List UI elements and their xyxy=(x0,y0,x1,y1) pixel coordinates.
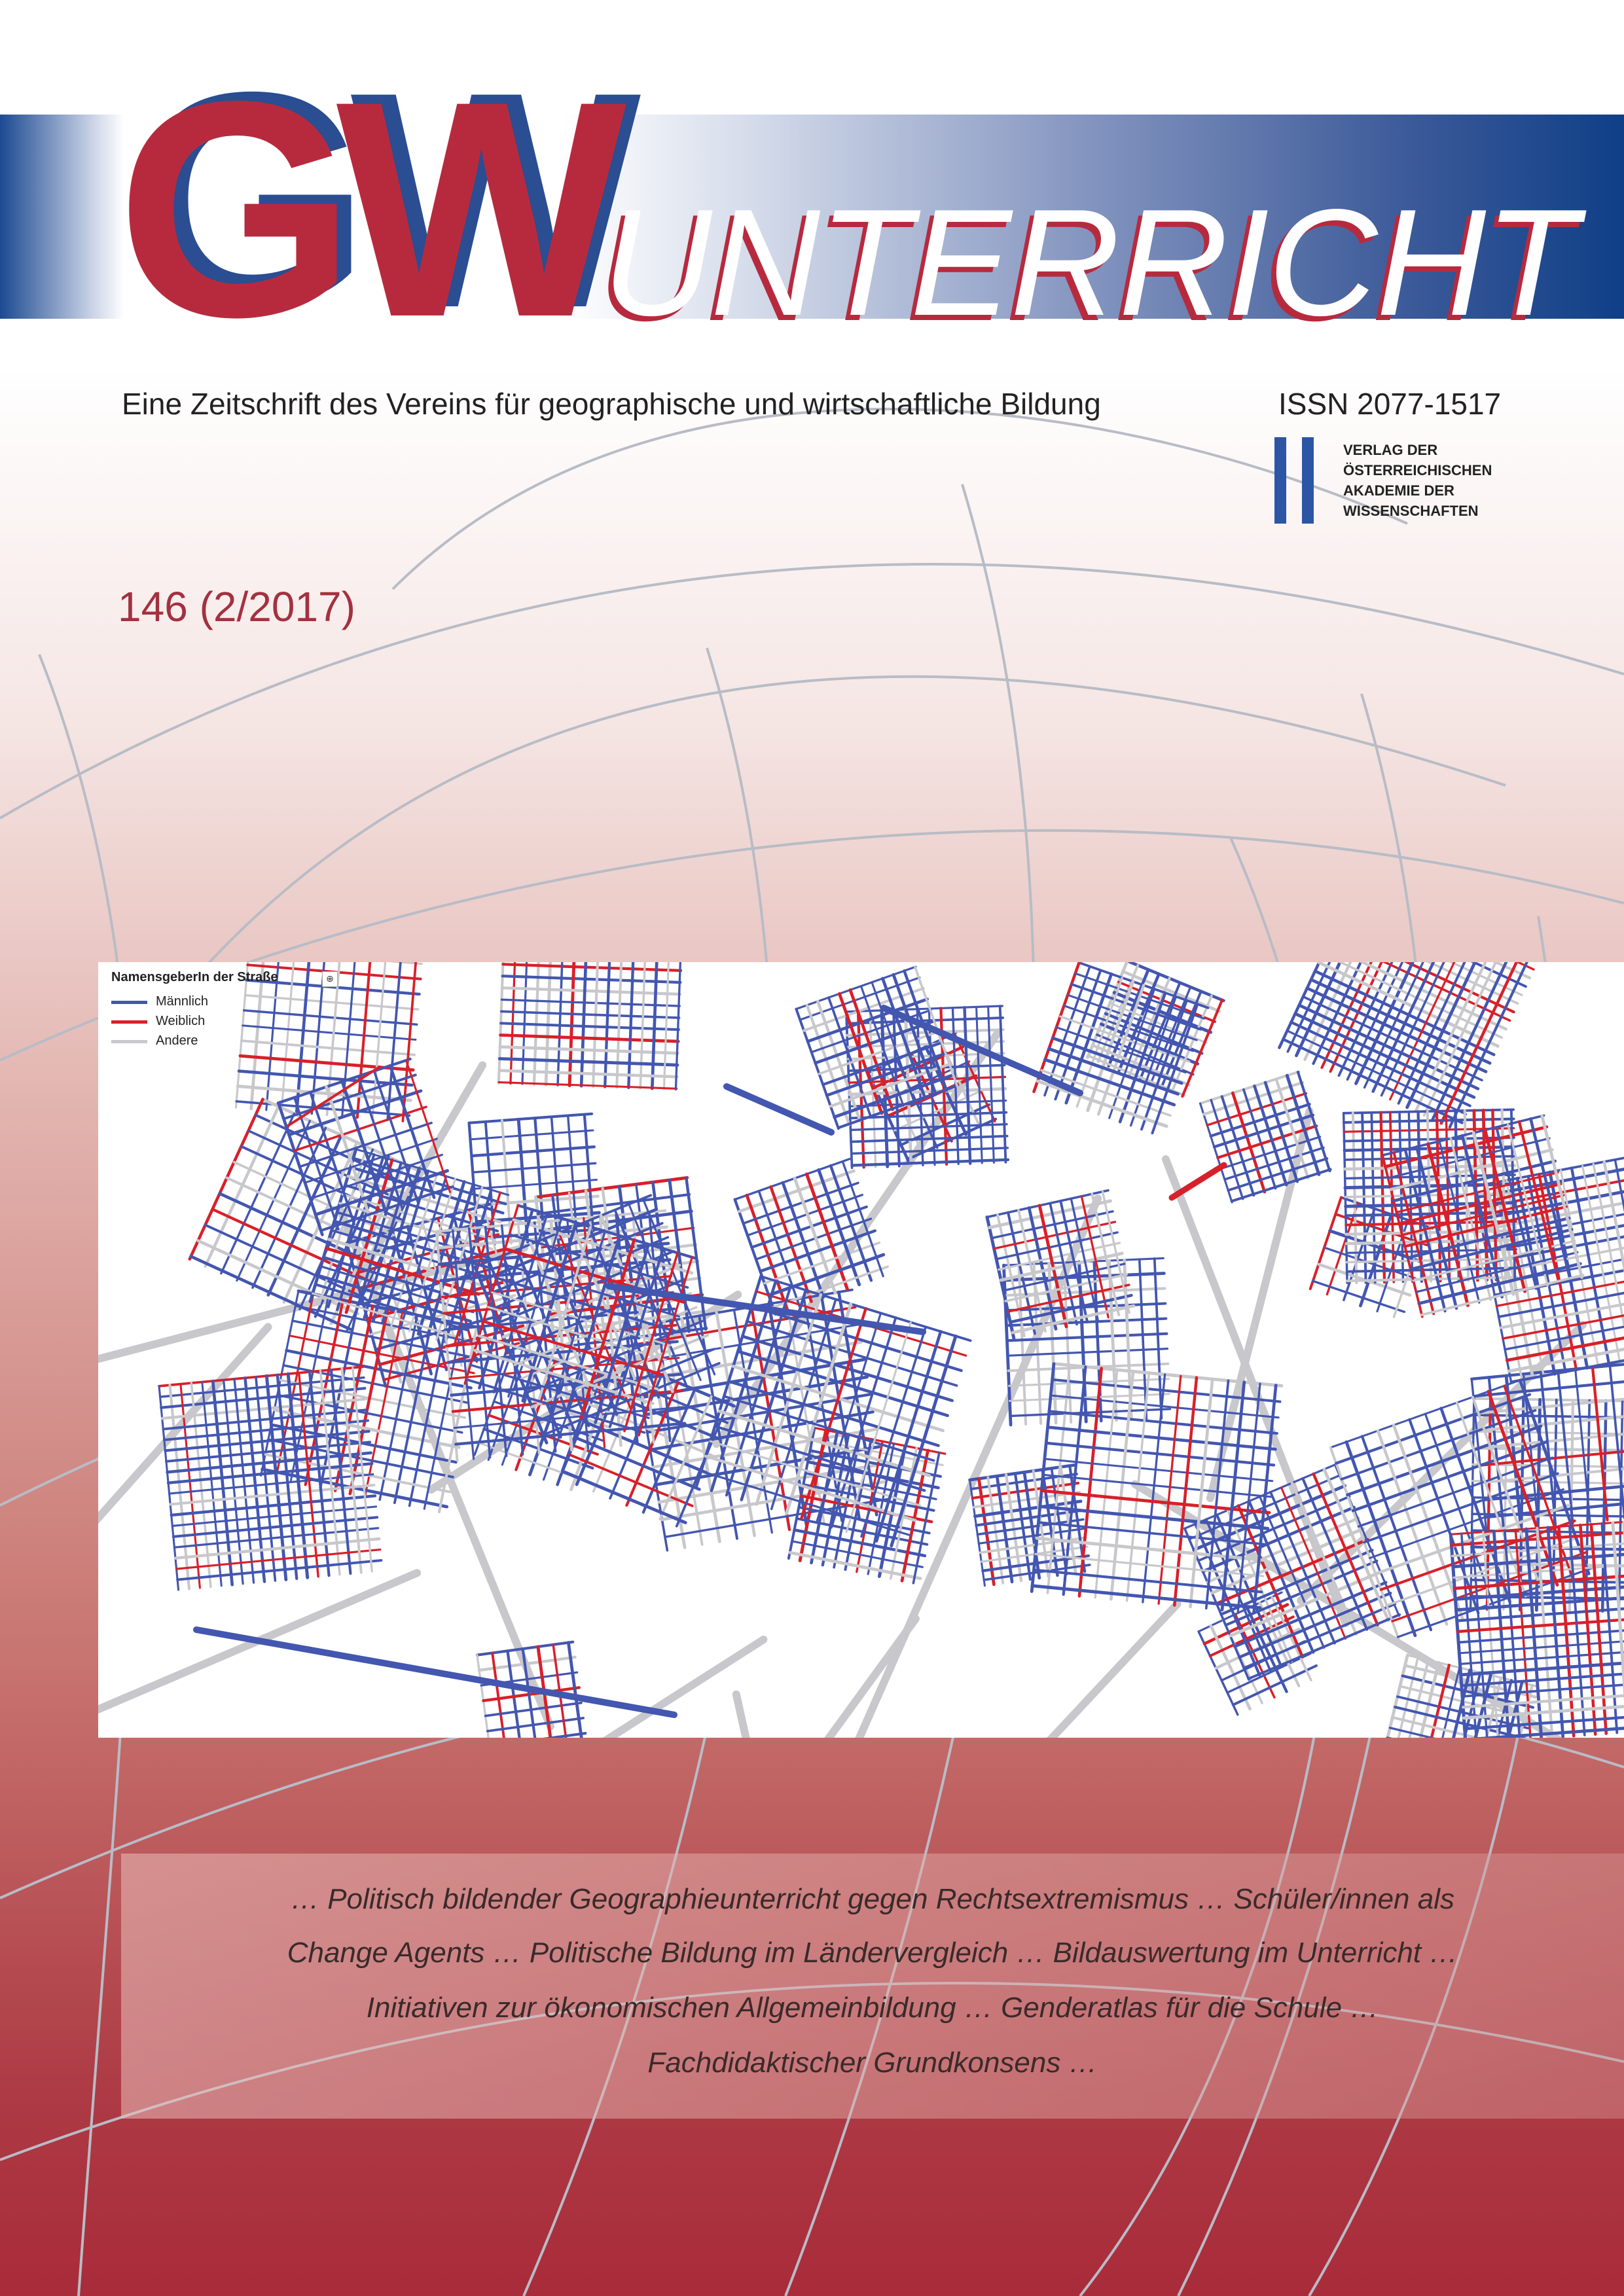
street-male xyxy=(1558,1371,1572,1523)
street-female xyxy=(535,1177,687,1197)
street-male xyxy=(239,1071,412,1085)
street-male-main xyxy=(727,1086,831,1132)
street-map xyxy=(98,962,1624,1738)
street-male xyxy=(1311,980,1490,1064)
street-male xyxy=(581,962,588,1086)
street-male xyxy=(563,1471,686,1522)
logo-unterricht: UNTERRICHT xyxy=(602,178,1576,348)
street-male xyxy=(499,1059,677,1066)
street-other xyxy=(1473,1431,1624,1435)
street-female xyxy=(1519,1122,1559,1283)
topic-line-3: Initiativen zur ökonomischen Allgemeinbildung … Genderatlas für die Schule … xyxy=(366,1992,1379,2024)
map-legend xyxy=(111,970,347,1068)
legend-title: NamensgeberIn der Straße xyxy=(111,970,278,984)
street-male xyxy=(1299,1005,1478,1089)
street-female xyxy=(503,964,681,971)
publisher-logo xyxy=(1274,437,1523,529)
street-male xyxy=(1313,1281,1405,1312)
street-male xyxy=(474,1180,596,1189)
street-other xyxy=(502,988,680,994)
legend-label-other: Andere xyxy=(156,1033,198,1048)
street-other xyxy=(1504,1399,1507,1610)
street-other xyxy=(499,1071,677,1077)
street-female xyxy=(1492,1110,1496,1280)
street-male xyxy=(473,1163,595,1172)
street-female xyxy=(1310,1198,1341,1289)
street-male xyxy=(501,1011,679,1018)
legend-label-male: Männlich xyxy=(156,994,209,1009)
street-male xyxy=(1291,1022,1470,1106)
street-female xyxy=(500,1035,678,1041)
street-other xyxy=(1041,1070,1170,1115)
legend-swatch-other xyxy=(111,1040,147,1043)
street-male xyxy=(469,1114,592,1123)
street-other xyxy=(546,962,552,1085)
issue-number: 146 (2/2017) xyxy=(118,583,355,630)
street-other xyxy=(372,962,387,1119)
street-female xyxy=(499,1083,677,1089)
street-male xyxy=(1315,971,1494,1055)
street-male xyxy=(501,1023,679,1030)
street-arterial xyxy=(736,1695,796,1738)
street-male xyxy=(1295,1014,1474,1098)
issn-number: ISSN 2077-1517 xyxy=(1278,387,1502,421)
publisher-name: VERLAG DER ÖSTERREICHISCHEN AKADEMIE DER WISSENSCHAFTEN xyxy=(1343,442,1492,519)
street-male xyxy=(1619,1401,1622,1611)
street-male xyxy=(558,962,564,1085)
publisher-bar-right xyxy=(1302,437,1314,524)
street-other xyxy=(1319,963,1498,1047)
journal-subtitle: Eine Zeitschrift des Vereins für geographische und wirtschaftliche Bildung xyxy=(122,387,1101,421)
topic-line-4: Fachdidaktischer Grundkonsens … xyxy=(647,2047,1098,2079)
street-arterial xyxy=(98,1573,417,1738)
topic-line-1: … Politisch bildender Geographieunterricht gegen Rechtsextremismus … Schüler/innen als xyxy=(290,1883,1454,1915)
publisher-bar-left xyxy=(1274,437,1286,524)
street-male-main xyxy=(196,1630,674,1715)
street-male xyxy=(501,999,679,1006)
street-other xyxy=(477,1655,490,1738)
legend-swatch-male xyxy=(111,1001,147,1004)
street-male xyxy=(1303,997,1482,1081)
street-male xyxy=(1307,988,1486,1072)
street-male xyxy=(1287,1031,1466,1115)
street-other xyxy=(1102,1192,1129,1313)
street-male xyxy=(471,1147,594,1156)
legend-item-male xyxy=(111,992,321,1011)
street-arterial xyxy=(98,1327,268,1683)
street-male xyxy=(1471,1364,1624,1378)
street-male xyxy=(1530,1119,1570,1280)
legend-item-female xyxy=(111,1012,321,1030)
street-map-canvas xyxy=(98,962,1624,1738)
topics-box xyxy=(121,1854,1624,2119)
street-other xyxy=(1346,1230,1516,1234)
street-other xyxy=(1376,1655,1407,1738)
legend-swatch-female xyxy=(111,1020,147,1024)
legend-label-female: Weiblich xyxy=(156,1014,206,1028)
street-other xyxy=(790,1552,920,1579)
logo-gw: GW xyxy=(117,37,607,381)
street-other xyxy=(1038,1081,1166,1126)
street-female-main xyxy=(1172,1165,1224,1198)
street-male xyxy=(470,1130,592,1139)
zoom-in-icon[interactable]: ⊕ xyxy=(322,971,338,987)
street-other xyxy=(249,962,422,964)
street-other xyxy=(500,1047,678,1053)
legend-item-other xyxy=(111,1031,321,1050)
street-female xyxy=(569,962,576,1086)
topic-line-2: Change Agents … Politische Bildung im Ländervergleich … Bildauswertung im Unterricht … xyxy=(287,1937,1458,1969)
street-male xyxy=(503,976,681,982)
